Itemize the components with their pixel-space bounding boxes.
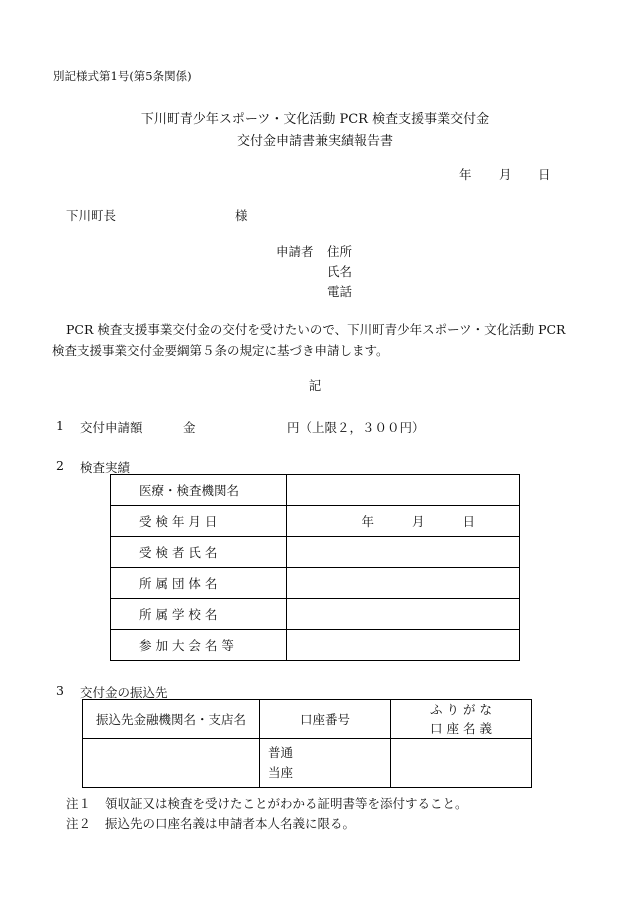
note2-text: 振込先の口座名義は申請者本人名義に限る。	[105, 816, 356, 831]
note1-text: 領収証又は検査を受けたことがわかる証明書等を添付すること。	[105, 796, 468, 811]
body-text-line1: PCR 検査支援事業交付金の交付を受けたいので、下川町青少年スポーツ・文化活動 PCR	[66, 322, 566, 337]
row-label-school: 所 属 学 校 名	[111, 599, 287, 630]
account-type-current: 当座	[268, 765, 294, 780]
field-date-day: 日	[462, 514, 475, 529]
form-reference: 別記様式第1号(第5条関係)	[53, 69, 192, 83]
table-row	[83, 739, 532, 788]
account-number-header: 口座番号	[260, 700, 391, 739]
account-holder-label: 口 座 名 義	[430, 721, 492, 736]
account-type-ordinary: 普通	[268, 745, 294, 760]
row-label-group: 所 属 団 体 名	[111, 568, 287, 599]
applicant-address-label: 住所	[327, 244, 353, 259]
addressee-name: 下川町長	[66, 208, 117, 223]
applicant-label: 申請者	[276, 244, 314, 259]
bank-table	[82, 699, 532, 788]
date-year: 年	[459, 167, 472, 182]
field-date[interactable]	[287, 506, 520, 537]
bank-header: 振込先金融機関名・支店名	[83, 700, 260, 739]
ki-heading: 記	[308, 378, 322, 393]
section1-en: 円（上限２，３００円）	[287, 420, 425, 435]
table-row	[111, 568, 520, 599]
date-day: 日	[538, 167, 551, 182]
row-label-facility: 医療・検査機関名	[111, 475, 287, 506]
field-account-type[interactable]	[260, 739, 391, 788]
addressee-honorific: 様	[235, 208, 248, 223]
section3-number: 3	[56, 683, 64, 698]
table-row	[111, 506, 520, 537]
field-date-month: 月	[411, 514, 425, 529]
section1-number: 1	[56, 418, 64, 433]
body-text-line2: 検査支援事業交付金要綱第５条の規定に基づき申請します。	[52, 343, 389, 358]
field-date-year: 年	[361, 514, 374, 529]
field-tournament[interactable]	[287, 630, 520, 661]
note2-number: 注２	[66, 816, 92, 831]
table-row	[111, 537, 520, 568]
section1-kin: 金	[183, 420, 196, 435]
furigana-label: ふ り が な	[430, 702, 492, 717]
date-month: 月	[499, 167, 512, 182]
account-holder-header	[391, 700, 532, 739]
table-row	[83, 700, 532, 739]
table-row	[111, 599, 520, 630]
applicant-name-label: 氏名	[327, 264, 353, 279]
section2-number: 2	[56, 458, 64, 473]
row-label-examinee: 受 検 者 氏 名	[111, 537, 287, 568]
section1-label: 交付申請額	[80, 420, 143, 435]
field-account-holder[interactable]	[391, 739, 532, 788]
document-title-line1: 下川町青少年スポーツ・文化活動 PCR 検査支援事業交付金	[140, 112, 490, 127]
note1-number: 注１	[66, 796, 92, 811]
section3-label: 交付金の振込先	[80, 685, 168, 700]
row-label-date: 受 検 年 月 日	[111, 506, 287, 537]
field-group[interactable]	[287, 568, 520, 599]
field-school[interactable]	[287, 599, 520, 630]
table-row	[111, 475, 520, 506]
row-label-tournament: 参 加 大 会 名 等	[111, 630, 287, 661]
field-bank[interactable]	[83, 739, 260, 788]
inspection-table	[110, 474, 520, 661]
field-examinee[interactable]	[287, 537, 520, 568]
applicant-phone-label: 電話	[327, 284, 353, 299]
field-facility[interactable]	[287, 475, 520, 506]
document-title-line2: 交付金申請書兼実績報告書	[236, 134, 393, 149]
section2-label: 検査実績	[80, 460, 131, 475]
table-row	[111, 630, 520, 661]
